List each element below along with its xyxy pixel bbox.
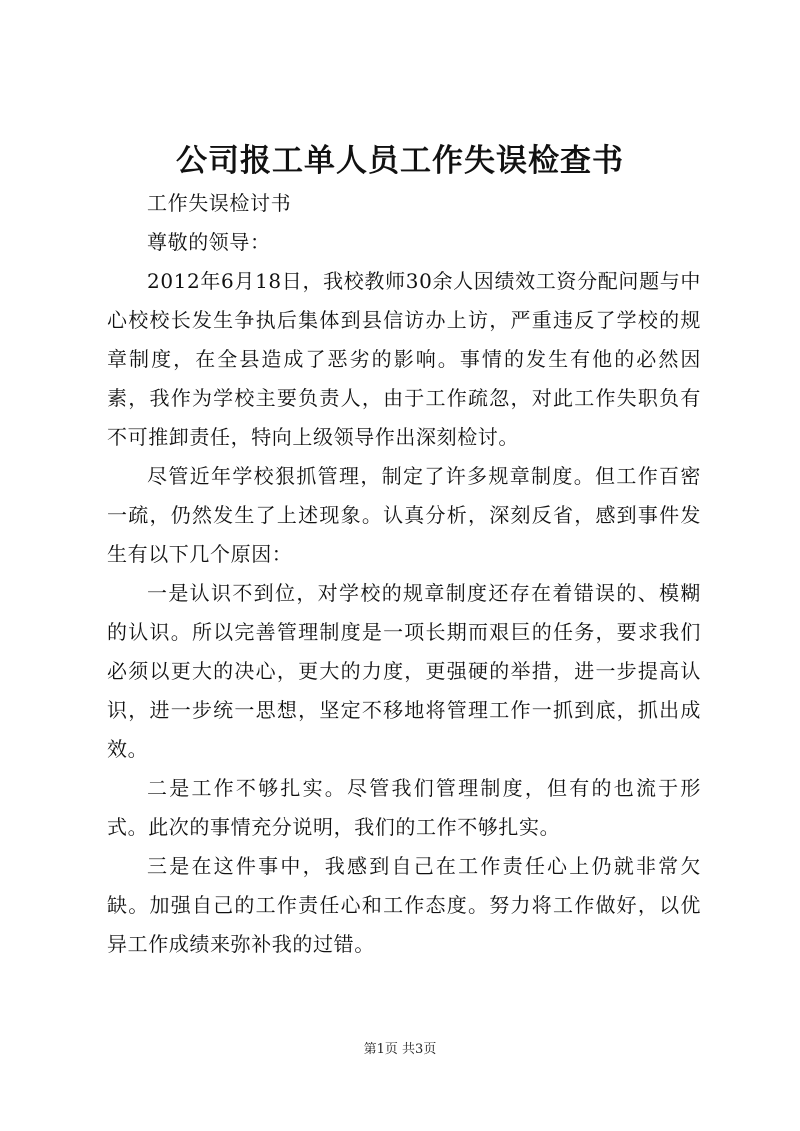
paragraph-reason-one: 一是认识不到位，对学校的规章制度还存在着错误的、模糊的认识。所以完善管理制度是一项长期而艰巨的任务，要求我们必须以更大的决心，更大的力度，更强硬的举措，进一步提高认识，进一步统一思想，坚定不移地将管理工作一抓到底，抓出成效。 — [107, 581, 701, 761]
document-body — [107, 184, 701, 964]
paragraph-reason-two: 二是工作不够扎实。尽管我们管理制度，但有的也流于形式。此次的事情充分说明，我们的工作不够扎实。 — [107, 776, 701, 839]
document-title: 公司报工单人员工作失误检查书 — [176, 143, 624, 179]
paragraph-incident: 2012年6月18日，我校教师30余人因绩效工资分配问题与中心校校长发生争执后集体到县信访办上访，严重违反了学校的规章制度，在全县造成了恶劣的影响。事情的发生有他的必然因素，我作为学校主要负责人，由于工作疏忽，对此工作失职负有不可推卸责任，特向上级领导作出深刻检讨。 — [107, 269, 701, 449]
paragraph-analysis: 尽管近年学校狠抓管理，制定了许多规章制度。但工作百密一疏，仍然发生了上述现象。认真分析，深刻反省，感到事件发生有以下几个原因： — [107, 464, 701, 566]
paragraph-reason-three: 三是在这件事中，我感到自己在工作责任心上仍就非常欠缺。加强自己的工作责任心和工作态度。努力将工作做好，以优异工作成绩来弥补我的过错。 — [107, 854, 701, 956]
paragraph-heading: 工作失误检讨书 — [147, 191, 292, 215]
paragraph-salutation: 尊敬的领导： — [147, 230, 271, 254]
page-number-footer: 第1页 共3页 — [363, 1042, 437, 1057]
